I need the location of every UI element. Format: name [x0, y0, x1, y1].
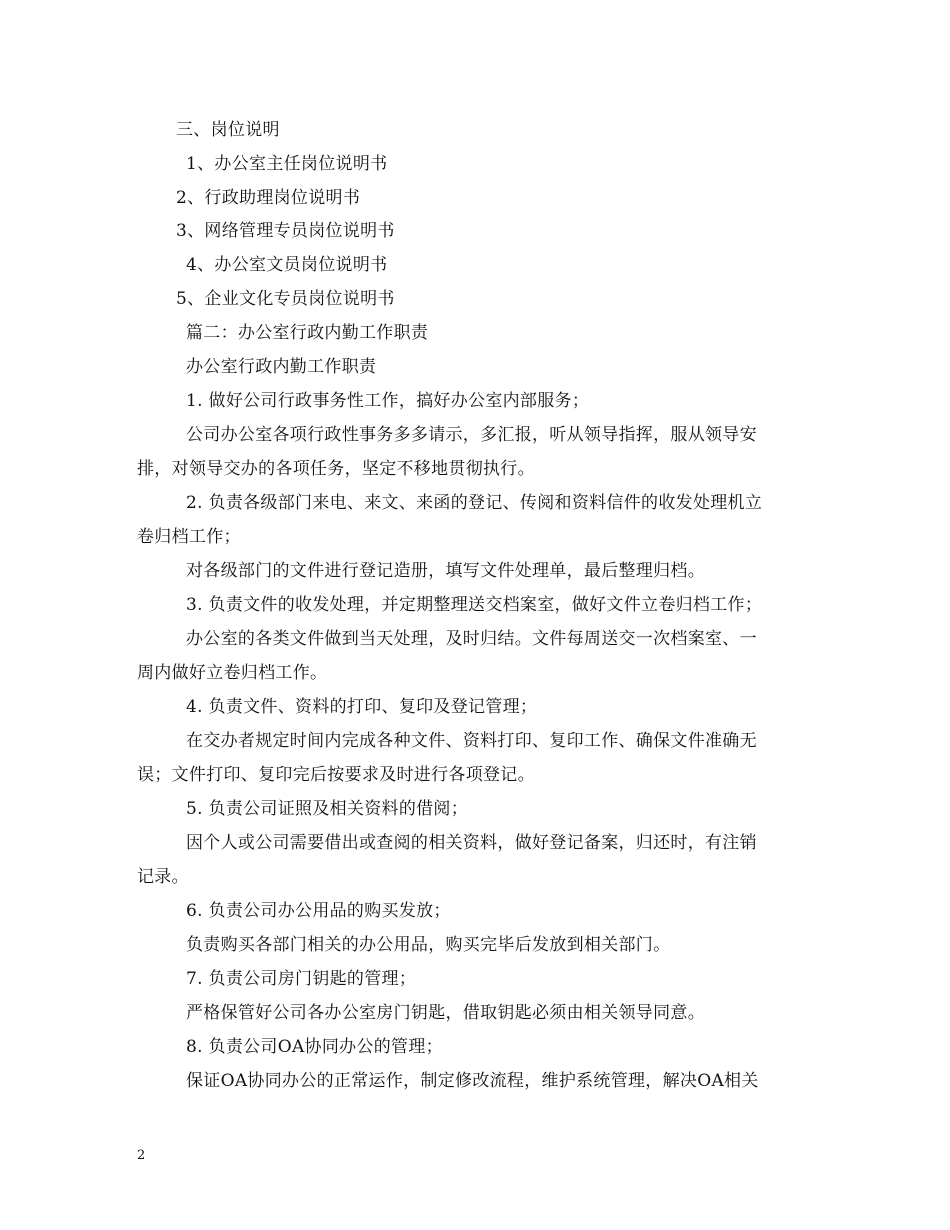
list-item: 3、网络管理专员岗位说明书 [176, 221, 395, 241]
list-item: 1、办公室主任岗位说明书 [186, 154, 388, 174]
list-item: 2、行政助理岗位说明书 [176, 188, 361, 208]
duty-description: 对各级部门的文件进行登记造册，填写文件处理单，最后整理归档。 [186, 561, 705, 581]
duty-description: 记录。 [137, 867, 189, 887]
duty-description: 负责购买各部门相关的办公用品，购买完毕后发放到相关部门。 [186, 935, 671, 955]
duty-description: 因个人或公司需要借出或查阅的相关资料，做好登记备案，归还时，有注销 [186, 833, 757, 853]
duty-item: 5. 负责公司证照及相关资料的借阅； [186, 799, 469, 819]
duty-description: 保证OA协同办公的正常运作，制定修改流程，维护系统管理，解决OA相关 [186, 1071, 759, 1091]
duty-item: 2. 负责各级部门来电、来文、来函的登记、传阅和资料信件的收发处理机立 [186, 493, 763, 513]
duty-description: 误；文件打印、复印完后按要求及时进行各项登记。 [137, 765, 535, 785]
duty-description: 排，对领导交办的各项任务，坚定不移地贯彻执行。 [137, 459, 535, 479]
duty-item: 1. 做好公司行政事务性工作，搞好办公室内部服务； [186, 391, 590, 411]
duty-item: 3. 负责文件的收发处理，并定期整理送交档案室，做好文件立卷归档工作； [186, 595, 763, 615]
duty-description: 在交办者规定时间内完成各种文件、资料打印、复印工作、确保文件准确无 [186, 731, 757, 751]
duty-item: 卷归档工作； [137, 527, 241, 547]
duty-item: 7. 负责公司房门钥匙的管理； [186, 969, 417, 989]
chapter-heading: 篇二：办公室行政内勤工作职责 [186, 323, 429, 343]
duty-description: 周内做好立卷归档工作。 [137, 663, 328, 683]
document-title: 办公室行政内勤工作职责 [186, 357, 377, 377]
duty-item: 6. 负责公司办公用品的购买发放； [186, 901, 451, 921]
duty-item: 8. 负责公司OA协同办公的管理； [186, 1037, 443, 1057]
duty-description: 公司办公室各项行政性事务多多请示，多汇报，听从领导指挥，服从领导安 [186, 425, 757, 445]
list-item: 4、办公室文员岗位说明书 [186, 255, 388, 275]
duty-item: 4. 负责文件、资料的打印、复印及登记管理； [186, 697, 538, 717]
duty-description: 办公室的各类文件做到当天处理，及时归结。文件每周送交一次档案室、一 [186, 629, 757, 649]
list-item: 5、企业文化专员岗位说明书 [176, 289, 395, 309]
section-heading: 三、岗位说明 [176, 120, 280, 140]
duty-description: 严格保管好公司各办公室房门钥匙，借取钥匙必须由相关领导同意。 [186, 1003, 705, 1023]
page-number: 2 [137, 1148, 146, 1163]
